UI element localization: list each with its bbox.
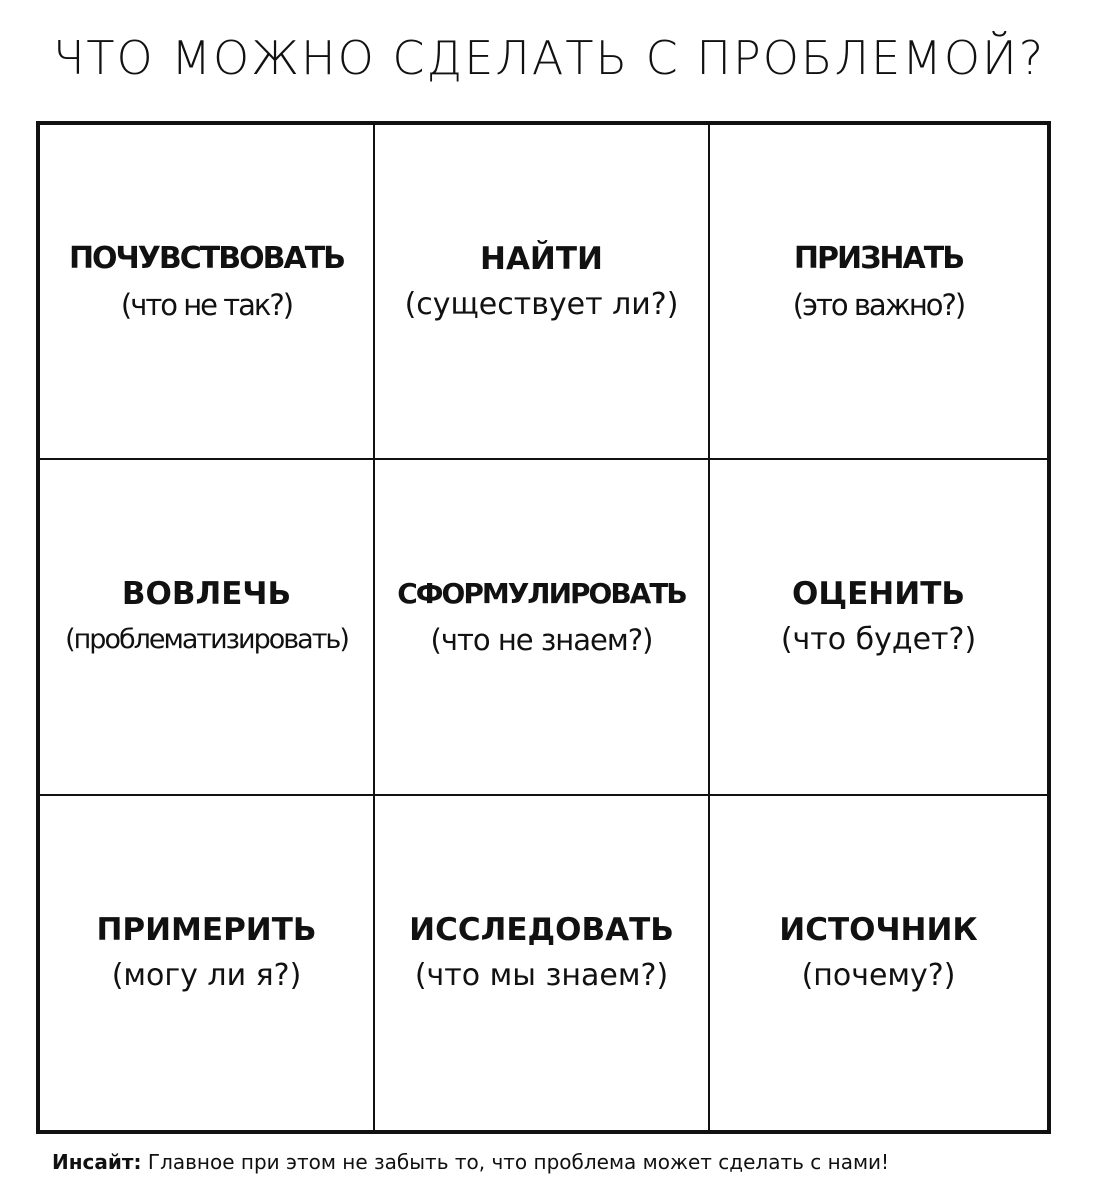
cell-verb: ПРИЗНАТЬ — [793, 240, 964, 276]
cell-verb: ИССЛЕДОВАТЬ — [409, 912, 674, 948]
cell-question: (что не знаем?) — [430, 623, 653, 657]
grid-cell-formulate — [375, 460, 710, 796]
insight-text: Главное при этом не забыть то, что проблема может сделать с нами! — [141, 1150, 890, 1174]
diagram-title: ЧТО МОЖНО СДЕЛАТЬ С ПРОБЛЕМОЙ? — [52, 31, 1046, 85]
cell-verb: ВОВЛЕЧЬ — [121, 576, 292, 612]
grid-cell-find — [375, 125, 710, 460]
insight-footnote — [52, 1148, 889, 1176]
cell-question: (что не так?) — [120, 287, 293, 322]
cell-question: (существует ли?) — [404, 286, 679, 322]
cell-verb: СФОРМУЛИРОВАТЬ — [397, 577, 686, 610]
cell-verb: ИСТОЧНИК — [779, 912, 978, 948]
grid-cell-feel — [40, 125, 375, 460]
cell-question: (что будет?) — [780, 622, 977, 657]
cell-verb: ОЦЕНИТЬ — [792, 576, 965, 612]
grid-cell-source — [710, 796, 1047, 1130]
grid-cell-engage — [40, 460, 375, 796]
grid-cell-recognize — [710, 125, 1047, 460]
cell-verb: ПРИМЕРИТЬ — [96, 912, 317, 948]
problem-actions-grid — [36, 121, 1051, 1134]
cell-question: (это важно?) — [792, 287, 965, 322]
cell-verb: ПОЧУВСТВОВАТЬ — [68, 240, 345, 276]
grid-cell-evaluate — [710, 460, 1047, 796]
cell-question: (что мы знаем?) — [414, 958, 669, 993]
cell-question: (почему?) — [801, 958, 956, 993]
cell-question: (могу ли я?) — [111, 958, 302, 993]
cell-question: (проблематизировать) — [65, 624, 348, 655]
grid-cell-try-on — [40, 796, 375, 1130]
grid-cell-research — [375, 796, 710, 1130]
cell-verb: НАЙТИ — [480, 240, 603, 277]
insight-lead: Инсайт: — [52, 1150, 142, 1174]
